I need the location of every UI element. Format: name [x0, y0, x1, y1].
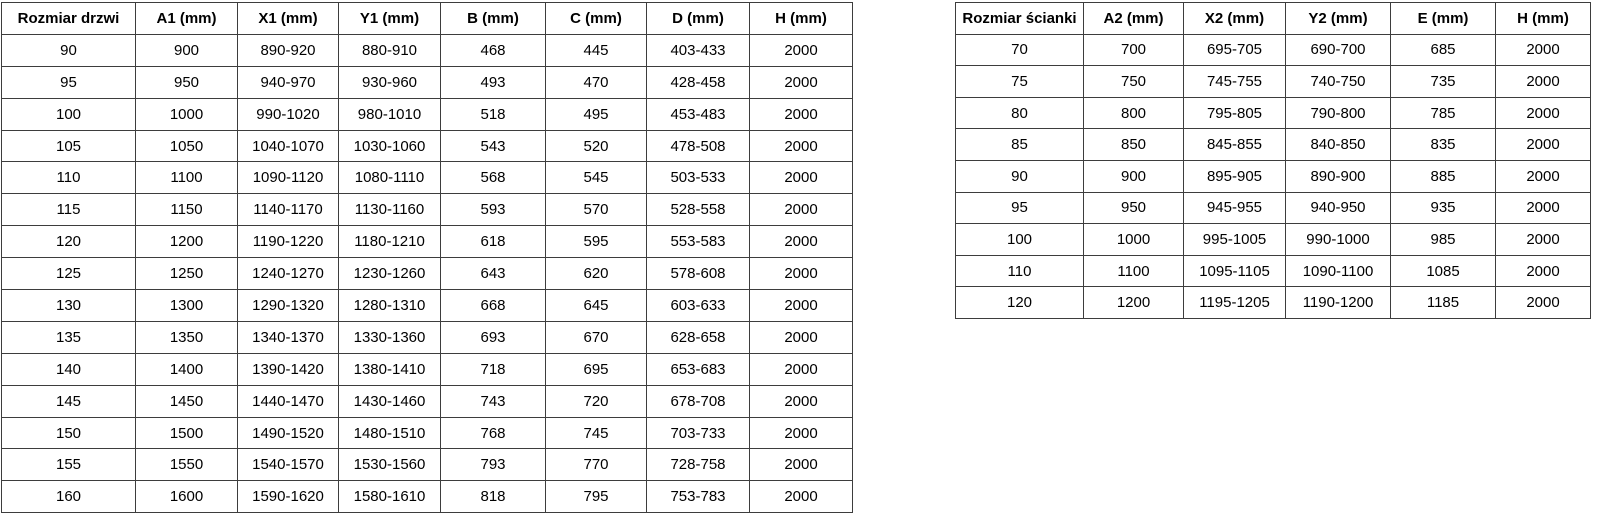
table-cell: 95 — [2, 66, 136, 98]
table-cell: 75 — [956, 66, 1084, 98]
column-header: H (mm) — [1496, 3, 1591, 35]
table-row — [956, 66, 1591, 98]
table-cell: 2000 — [750, 162, 853, 194]
table-cell: 990-1020 — [238, 98, 339, 130]
table-cell: 1190-1200 — [1286, 287, 1391, 319]
table-row — [956, 129, 1591, 161]
column-header: Rozmiar ścianki — [956, 3, 1084, 35]
table-cell: 503-533 — [647, 162, 750, 194]
table-row — [956, 287, 1591, 319]
table-cell: 1430-1460 — [339, 385, 441, 417]
column-header: C (mm) — [546, 3, 647, 35]
table-cell: 150 — [2, 417, 136, 449]
table-cell: 2000 — [750, 385, 853, 417]
table-cell: 568 — [441, 162, 546, 194]
table-cell: 1190-1220 — [238, 226, 339, 258]
table-cell: 745 — [546, 417, 647, 449]
table-cell: 935 — [1391, 192, 1496, 224]
table-cell: 578-608 — [647, 258, 750, 290]
table-cell: 445 — [546, 34, 647, 66]
table-cell: 1040-1070 — [238, 130, 339, 162]
table-cell: 1540-1570 — [238, 449, 339, 481]
table-cell: 695-705 — [1184, 34, 1286, 66]
table-cell: 1590-1620 — [238, 481, 339, 513]
table-row — [2, 226, 853, 258]
table-cell: 1530-1560 — [339, 449, 441, 481]
table-cell: 795 — [546, 481, 647, 513]
table-cell: 1085 — [1391, 255, 1496, 287]
table-cell: 750 — [1084, 66, 1184, 98]
table-cell: 800 — [1084, 97, 1184, 129]
door-size-table — [1, 2, 853, 513]
table-cell: 453-483 — [647, 98, 750, 130]
column-header: Rozmiar drzwi — [2, 3, 136, 35]
table-cell: 478-508 — [647, 130, 750, 162]
table-cell: 890-920 — [238, 34, 339, 66]
table-cell: 545 — [546, 162, 647, 194]
table-cell: 470 — [546, 66, 647, 98]
table-cell: 1185 — [1391, 287, 1496, 319]
header-row — [2, 3, 853, 35]
table-cell: 703-733 — [647, 417, 750, 449]
table-row — [956, 97, 1591, 129]
table-cell: 1390-1420 — [238, 353, 339, 385]
table-cell: 1450 — [136, 385, 238, 417]
table-cell: 110 — [956, 255, 1084, 287]
table-cell: 1290-1320 — [238, 290, 339, 322]
table-cell: 940-970 — [238, 66, 339, 98]
column-header: A1 (mm) — [136, 3, 238, 35]
table-cell: 85 — [956, 129, 1084, 161]
table-cell: 1240-1270 — [238, 258, 339, 290]
table-cell: 140 — [2, 353, 136, 385]
table-cell: 840-850 — [1286, 129, 1391, 161]
table-cell: 1250 — [136, 258, 238, 290]
table-cell: 1200 — [136, 226, 238, 258]
table-cell: 520 — [546, 130, 647, 162]
table-cell: 135 — [2, 321, 136, 353]
table-cell: 1100 — [1084, 255, 1184, 287]
table-cell: 1200 — [1084, 287, 1184, 319]
table-row — [2, 385, 853, 417]
table-cell: 595 — [546, 226, 647, 258]
table-cell: 753-783 — [647, 481, 750, 513]
table-row — [2, 321, 853, 353]
table-cell: 2000 — [1496, 287, 1591, 319]
table-cell: 900 — [136, 34, 238, 66]
table-cell: 930-960 — [339, 66, 441, 98]
table-cell: 653-683 — [647, 353, 750, 385]
table-cell: 2000 — [1496, 97, 1591, 129]
table-cell: 1500 — [136, 417, 238, 449]
table-row — [2, 417, 853, 449]
table-cell: 890-900 — [1286, 160, 1391, 192]
table-row — [2, 290, 853, 322]
table-row — [956, 34, 1591, 66]
table-cell: 1095-1105 — [1184, 255, 1286, 287]
table-cell: 668 — [441, 290, 546, 322]
table-cell: 2000 — [1496, 192, 1591, 224]
table-cell: 618 — [441, 226, 546, 258]
table-cell: 160 — [2, 481, 136, 513]
table-cell: 1340-1370 — [238, 321, 339, 353]
table-row — [956, 160, 1591, 192]
table-cell: 1230-1260 — [339, 258, 441, 290]
table-cell: 720 — [546, 385, 647, 417]
table-cell: 1130-1160 — [339, 194, 441, 226]
table-row — [2, 34, 853, 66]
table-cell: 95 — [956, 192, 1084, 224]
table-cell: 620 — [546, 258, 647, 290]
column-header: X2 (mm) — [1184, 3, 1286, 35]
table-cell: 695 — [546, 353, 647, 385]
column-header: E (mm) — [1391, 3, 1496, 35]
table-cell: 2000 — [1496, 255, 1591, 287]
table-cell: 835 — [1391, 129, 1496, 161]
table-cell: 2000 — [750, 321, 853, 353]
column-header: X1 (mm) — [238, 3, 339, 35]
column-header: H (mm) — [750, 3, 853, 35]
table-cell: 1000 — [1084, 224, 1184, 256]
table-cell: 1195-1205 — [1184, 287, 1286, 319]
table-cell: 1380-1410 — [339, 353, 441, 385]
table-cell: 105 — [2, 130, 136, 162]
table-cell: 740-750 — [1286, 66, 1391, 98]
table-cell: 1550 — [136, 449, 238, 481]
table-cell: 2000 — [750, 194, 853, 226]
table-cell: 1600 — [136, 481, 238, 513]
table-cell: 2000 — [750, 98, 853, 130]
table-cell: 995-1005 — [1184, 224, 1286, 256]
table-cell: 1350 — [136, 321, 238, 353]
column-header: B (mm) — [441, 3, 546, 35]
table-cell: 1580-1610 — [339, 481, 441, 513]
table-cell: 2000 — [750, 130, 853, 162]
table-cell: 130 — [2, 290, 136, 322]
table-row — [2, 258, 853, 290]
door-size-table-body — [2, 34, 853, 512]
table-cell: 728-758 — [647, 449, 750, 481]
table-cell: 2000 — [750, 258, 853, 290]
table-cell: 2000 — [1496, 224, 1591, 256]
header-row — [956, 3, 1591, 35]
table-cell: 850 — [1084, 129, 1184, 161]
table-cell: 1150 — [136, 194, 238, 226]
column-header: A2 (mm) — [1084, 3, 1184, 35]
table-cell: 1330-1360 — [339, 321, 441, 353]
table-cell: 895-905 — [1184, 160, 1286, 192]
table-cell: 1080-1110 — [339, 162, 441, 194]
table-cell: 2000 — [750, 353, 853, 385]
table-cell: 403-433 — [647, 34, 750, 66]
table-cell: 495 — [546, 98, 647, 130]
table-cell: 1180-1210 — [339, 226, 441, 258]
table-cell: 543 — [441, 130, 546, 162]
table-cell: 120 — [2, 226, 136, 258]
table-row — [2, 353, 853, 385]
table-cell: 880-910 — [339, 34, 441, 66]
table-cell: 2000 — [1496, 66, 1591, 98]
table-row — [2, 162, 853, 194]
table-row — [956, 224, 1591, 256]
table-cell: 115 — [2, 194, 136, 226]
table-cell: 690-700 — [1286, 34, 1391, 66]
table-row — [2, 66, 853, 98]
table-cell: 628-658 — [647, 321, 750, 353]
table-cell: 603-633 — [647, 290, 750, 322]
table-cell: 1030-1060 — [339, 130, 441, 162]
table-row — [2, 481, 853, 513]
table-cell: 795-805 — [1184, 97, 1286, 129]
table-cell: 770 — [546, 449, 647, 481]
column-header: Y2 (mm) — [1286, 3, 1391, 35]
table-cell: 793 — [441, 449, 546, 481]
table-cell: 1480-1510 — [339, 417, 441, 449]
table-cell: 945-955 — [1184, 192, 1286, 224]
table-cell: 670 — [546, 321, 647, 353]
table-cell: 90 — [2, 34, 136, 66]
table-cell: 950 — [136, 66, 238, 98]
table-cell: 700 — [1084, 34, 1184, 66]
table-cell: 735 — [1391, 66, 1496, 98]
table-cell: 1100 — [136, 162, 238, 194]
table-cell: 553-583 — [647, 226, 750, 258]
table-cell: 785 — [1391, 97, 1496, 129]
table-cell: 885 — [1391, 160, 1496, 192]
table-cell: 493 — [441, 66, 546, 98]
table-cell: 990-1000 — [1286, 224, 1391, 256]
table-cell: 1090-1120 — [238, 162, 339, 194]
table-cell: 980-1010 — [339, 98, 441, 130]
table-cell: 900 — [1084, 160, 1184, 192]
table-cell: 2000 — [1496, 34, 1591, 66]
table-cell: 845-855 — [1184, 129, 1286, 161]
table-cell: 790-800 — [1286, 97, 1391, 129]
table-cell: 70 — [956, 34, 1084, 66]
table-cell: 1050 — [136, 130, 238, 162]
table-cell: 528-558 — [647, 194, 750, 226]
table-cell: 2000 — [750, 34, 853, 66]
table-cell: 678-708 — [647, 385, 750, 417]
table-cell: 125 — [2, 258, 136, 290]
table-cell: 768 — [441, 417, 546, 449]
table-cell: 745-755 — [1184, 66, 1286, 98]
table-cell: 643 — [441, 258, 546, 290]
table-cell: 645 — [546, 290, 647, 322]
table-cell: 2000 — [750, 66, 853, 98]
table-cell: 1280-1310 — [339, 290, 441, 322]
table-row — [956, 255, 1591, 287]
table-cell: 570 — [546, 194, 647, 226]
table-cell: 1090-1100 — [1286, 255, 1391, 287]
wall-size-table — [955, 2, 1591, 319]
table-cell: 1300 — [136, 290, 238, 322]
table-cell: 428-458 — [647, 66, 750, 98]
table-cell: 110 — [2, 162, 136, 194]
table-cell: 2000 — [1496, 129, 1591, 161]
table-cell: 685 — [1391, 34, 1496, 66]
table-cell: 1140-1170 — [238, 194, 339, 226]
table-row — [2, 194, 853, 226]
table-cell: 120 — [956, 287, 1084, 319]
wall-size-table-body — [956, 34, 1591, 318]
table-cell: 743 — [441, 385, 546, 417]
table-cell: 940-950 — [1286, 192, 1391, 224]
table-cell: 2000 — [750, 481, 853, 513]
table-cell: 468 — [441, 34, 546, 66]
table-cell: 693 — [441, 321, 546, 353]
table-cell: 100 — [2, 98, 136, 130]
table-row — [2, 130, 853, 162]
table-cell: 2000 — [750, 290, 853, 322]
column-header: Y1 (mm) — [339, 3, 441, 35]
table-cell: 1490-1520 — [238, 417, 339, 449]
column-header: D (mm) — [647, 3, 750, 35]
table-cell: 518 — [441, 98, 546, 130]
table-cell: 950 — [1084, 192, 1184, 224]
table-cell: 90 — [956, 160, 1084, 192]
table-row — [956, 192, 1591, 224]
table-cell: 155 — [2, 449, 136, 481]
table-row — [2, 98, 853, 130]
table-cell: 2000 — [750, 449, 853, 481]
table-cell: 718 — [441, 353, 546, 385]
wall-size-table-head — [956, 3, 1591, 35]
table-cell: 145 — [2, 385, 136, 417]
table-cell: 100 — [956, 224, 1084, 256]
table-cell: 1440-1470 — [238, 385, 339, 417]
table-cell: 80 — [956, 97, 1084, 129]
table-row — [2, 449, 853, 481]
table-cell: 1400 — [136, 353, 238, 385]
table-cell: 2000 — [750, 417, 853, 449]
table-cell: 985 — [1391, 224, 1496, 256]
table-cell: 818 — [441, 481, 546, 513]
table-cell: 2000 — [1496, 160, 1591, 192]
door-size-table-head — [2, 3, 853, 35]
table-cell: 593 — [441, 194, 546, 226]
table-cell: 2000 — [750, 226, 853, 258]
table-cell: 1000 — [136, 98, 238, 130]
